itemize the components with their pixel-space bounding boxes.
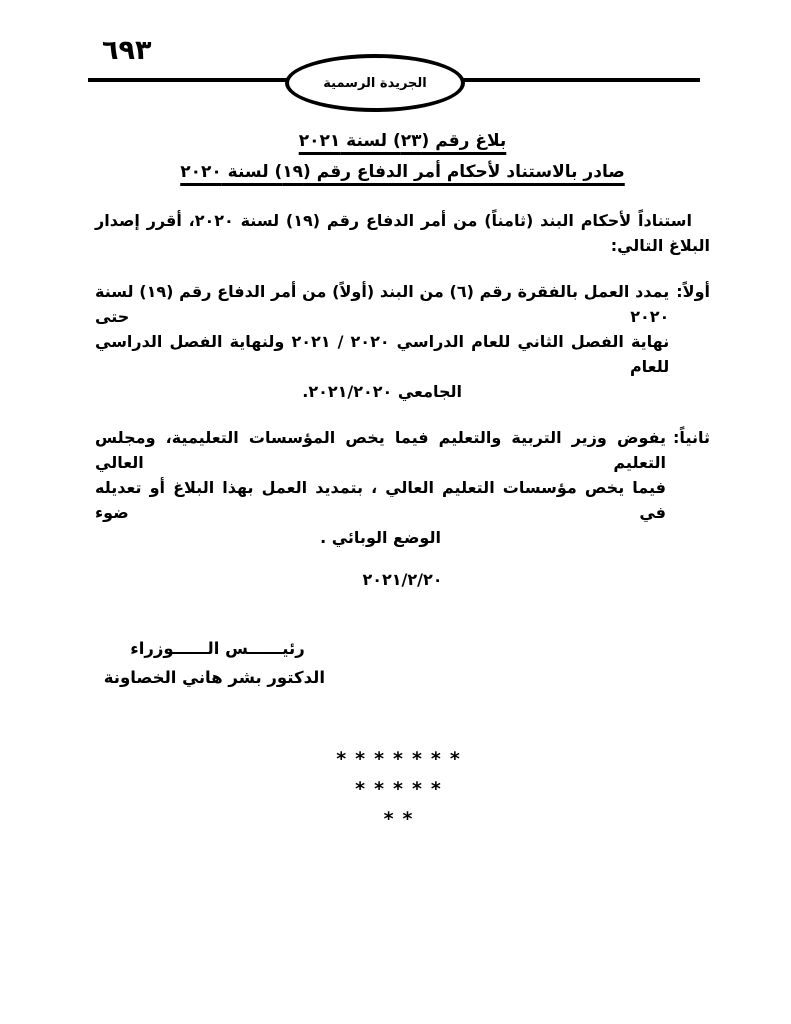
gazette-name: الجريدة الرسمية [323,75,427,91]
doc-title-line1-text: بلاغ رقم (٢٣) لسنة ٢٠٢١ [298,131,507,151]
clause-second-line2: فيما يخص مؤسسات التعليم العالي ، بتمديد العمل بهذا البلاغ أو تعديله في ضوء [95,478,667,522]
clause-first-label: أولاً: [676,282,710,301]
clause-second-body [95,425,666,550]
document-content [95,126,710,834]
stars-line2: ***** [355,778,450,800]
intro-line1: استناداً لأحكام البند (ثامناً) من أمر الدفاع رقم (١٩) لسنة ٢٠٢٠، أقرر إصدار [95,211,692,230]
doc-title-line2 [95,157,710,188]
separator-stars [95,744,710,834]
clause-second-line3: الوضع الوبائي . [320,528,441,547]
gazette-name-ellipse [285,54,465,112]
stars-line3: ** [383,808,422,830]
clause-first [95,279,710,404]
issue-date: ٢٠٢١/٢/٢٠ [362,570,443,589]
clause-first-line3: الجامعي ٢٠٢١/٢٠٢٠. [302,382,463,401]
signature-block [103,634,325,692]
stars-line1: ******* [336,748,469,770]
clause-second-line1: يفوض وزير التربية والتعليم فيما يخص المؤسسات التعليمية، ومجلس التعليم العالي [95,428,667,472]
intro-line2: البلاغ التالي: [610,236,710,255]
clause-first-body [95,279,669,404]
signature-name: الدكتور بشر هاني الخصاونة [103,668,325,687]
page-number: ٦٩٣ [102,35,152,66]
clause-first-line1: يمدد العمل بالفقرة رقم (٦) من البند (أولاً) من أمر الدفاع رقم (١٩) لسنة ٢٠٢٠ حتى [95,282,670,326]
doc-title-line2-text: صادر بالاستناد لأحكام أمر الدفاع رقم (١٩) لسنة ٢٠٢٠ [180,162,625,182]
signature-title: رئيــــــس الــــــوزراء [130,639,305,658]
intro-paragraph [95,208,710,258]
clause-first-line2: نهاية الفصل الثاني للعام الدراسي ٢٠٢٠ / ٢٠٢١ ولنهاية الفصل الدراسي للعام [95,332,670,376]
clause-second-label: ثانياً: [673,428,710,447]
clause-second [95,425,710,550]
doc-title-line1 [95,126,710,157]
